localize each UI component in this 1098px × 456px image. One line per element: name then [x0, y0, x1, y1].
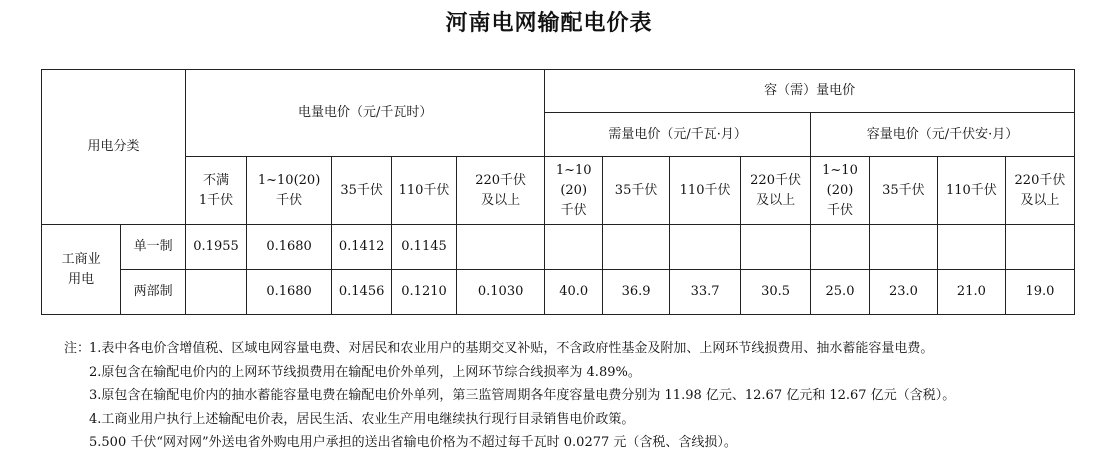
table-cell — [670, 225, 741, 270]
row-group-label: 工商业 用电 — [42, 225, 121, 315]
note-item: 1.表中各电价含增值税、区域电网容量电费、对居民和农业用户的基期交叉补贴，不含政府性基金及附加、上网环节线损费用、抽水蓄能容量电费。 — [89, 341, 934, 356]
table-cell: 0.1955 — [186, 225, 247, 270]
table-cell: 25.0 — [811, 270, 870, 315]
demand-level-header: 110千伏 — [670, 157, 741, 225]
note-item: 2.原包含在输配电价内的上网环节线损费用在输配电价外单列，上网环节综合线损率为 4.89%。 — [89, 364, 641, 380]
energy-level-header: 110千伏 — [392, 157, 457, 225]
demand-level-header: 1~10 (20) 千伏 — [545, 157, 603, 225]
table-cell: 33.7 — [670, 270, 741, 315]
table-cell: 0.1680 — [246, 270, 331, 315]
note-item: 5.500 千伏“网对网”外送电省外购电用户承担的送出省输电价格为不超过每千瓦时 0.0277 元（含税、含线损）。 — [89, 435, 737, 450]
table-cell: 0.1030 — [457, 270, 545, 315]
table-cell: 19.0 — [1005, 270, 1074, 315]
table-cell: 0.1210 — [392, 270, 457, 315]
table-cell — [937, 225, 1005, 270]
table-cell: 0.1456 — [332, 270, 392, 315]
energy-level-header: 35千伏 — [332, 157, 392, 225]
energy-level-header: 220千伏 及以上 — [457, 157, 545, 225]
table-cell: 0.1145 — [392, 225, 457, 270]
table-cell: 0.1412 — [332, 225, 392, 270]
table-cell — [869, 225, 937, 270]
category-header: 用电分类 — [42, 70, 186, 225]
demand-level-header: 220千伏 及以上 — [741, 157, 811, 225]
page-title: 河南电网输配电价表 — [445, 10, 653, 36]
table-row — [42, 225, 1075, 270]
capacity-level-header: 1~10 (20) 千伏 — [811, 157, 870, 225]
notes-label: 注： — [64, 341, 91, 356]
notes-section — [64, 337, 1089, 455]
table-cell — [741, 225, 811, 270]
capacity-level-header: 35千伏 — [869, 157, 937, 225]
row-label: 单一制 — [121, 225, 186, 270]
table-cell — [545, 225, 603, 270]
table-cell — [811, 225, 870, 270]
table-cell — [1005, 225, 1074, 270]
capacity-sub-header: 容量电价（元/千伏安·月） — [811, 113, 1075, 157]
tariff-table — [41, 69, 1075, 315]
table-cell: 23.0 — [869, 270, 937, 315]
note-item: 3.原包含在输配电价内的抽水蓄能容量电费在输配电价外单列，第三监管周期各年度容量电费分别为 11.98 亿元、12.67 亿元和 12.67 亿元（含税）。 — [89, 388, 956, 403]
table-cell: 21.0 — [937, 270, 1005, 315]
demand-level-header: 35千伏 — [603, 157, 670, 225]
table-row — [42, 270, 1075, 315]
capacity-level-header: 110千伏 — [937, 157, 1005, 225]
table-cell: 40.0 — [545, 270, 603, 315]
demand-price-header: 需量电价（元/千瓦·月） — [545, 113, 811, 157]
table-cell — [186, 270, 247, 315]
table-cell: 36.9 — [603, 270, 670, 315]
table-cell — [457, 225, 545, 270]
table-cell — [603, 225, 670, 270]
row-label: 两部制 — [121, 270, 186, 315]
capacity-level-header: 220千伏 及以上 — [1005, 157, 1074, 225]
table-cell: 0.1680 — [246, 225, 331, 270]
capacity-price-header: 容（需）量电价 — [545, 70, 1075, 113]
energy-price-header: 电量电价（元/千瓦时） — [186, 70, 545, 157]
table-cell: 30.5 — [741, 270, 811, 315]
energy-level-header: 不满 1千伏 — [186, 157, 247, 225]
note-item: 4.工商业用户执行上述输配电价表，居民生活、农业生产用电继续执行现行目录销售电价政策。 — [89, 411, 635, 427]
energy-level-header: 1~10(20) 千伏 — [246, 157, 331, 225]
